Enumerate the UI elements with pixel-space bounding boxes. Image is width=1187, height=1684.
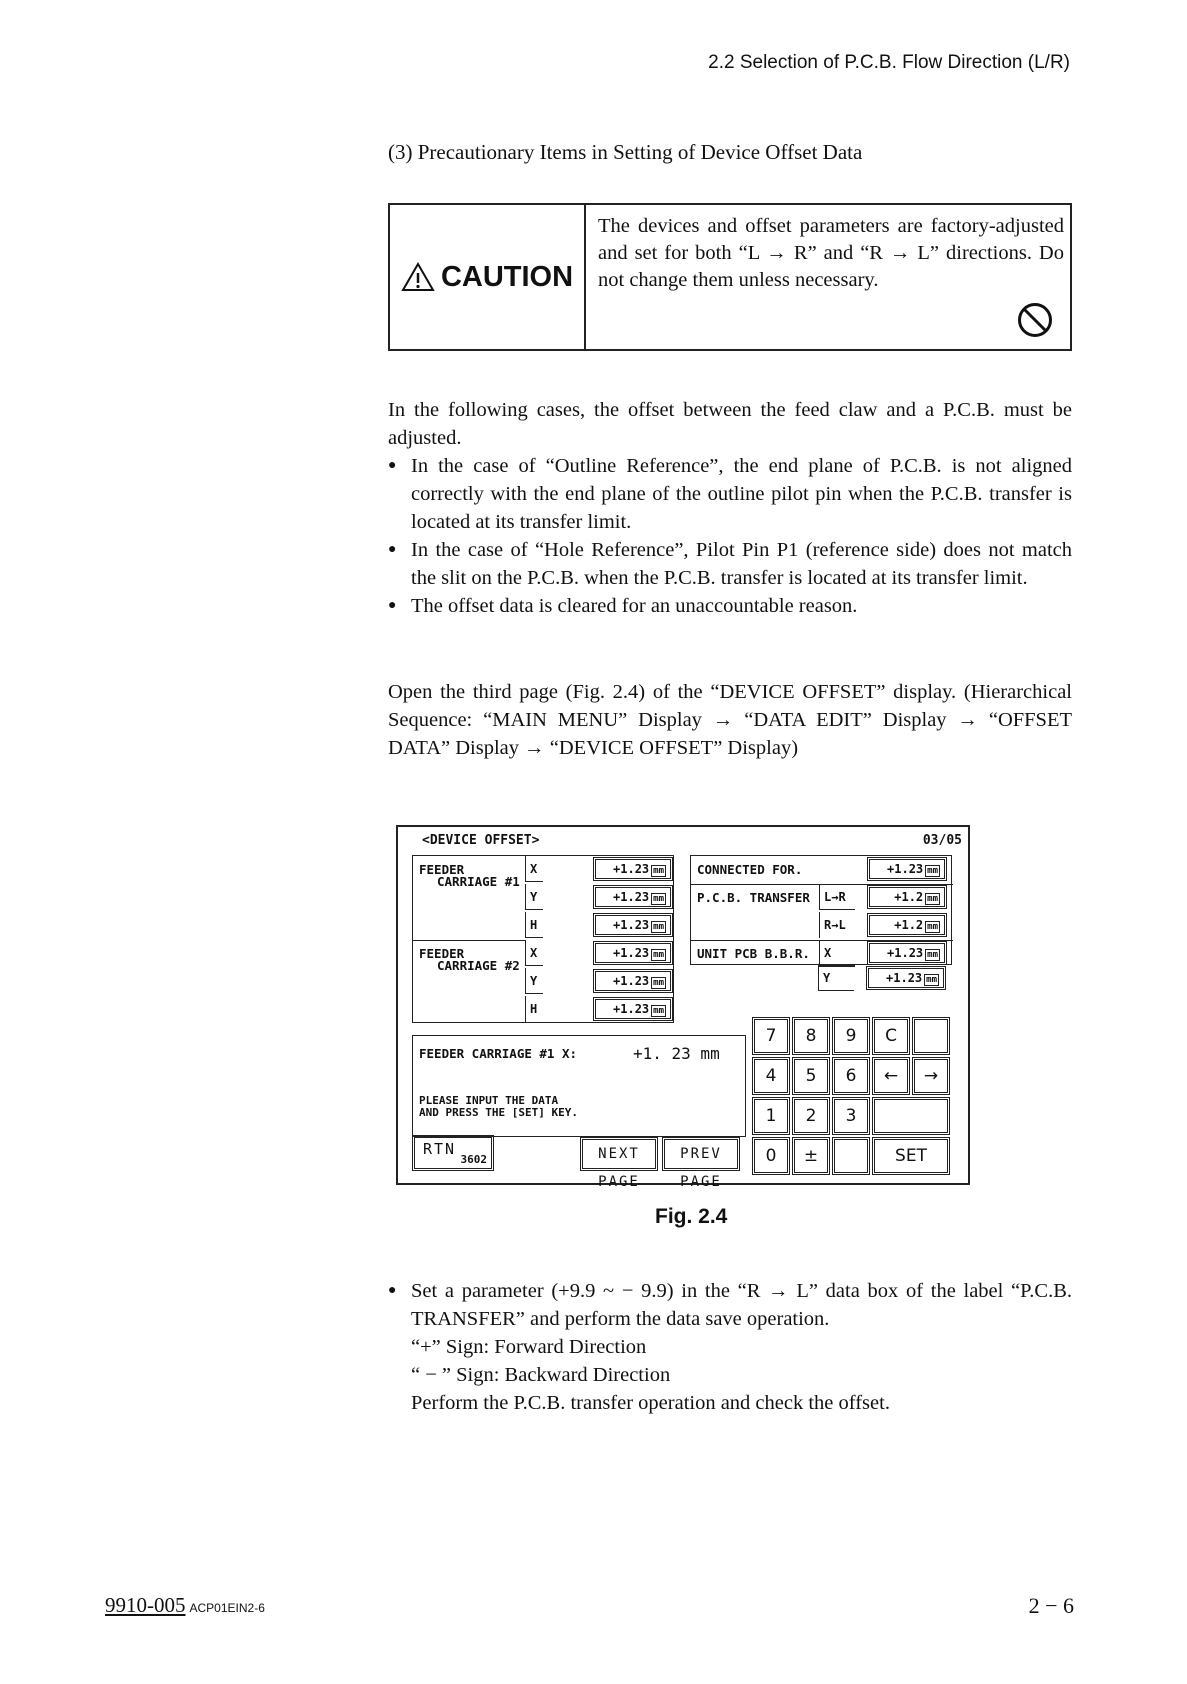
- unit-pcb-y-value[interactable]: +1.23 mm: [866, 966, 946, 990]
- axis-label-x: X: [819, 940, 855, 966]
- caution-text: The devices and offset parameters are factory-adjusted and set for both “L → R” and “R → L” directions. Do not change them unless necessary.: [598, 215, 1064, 291]
- key-7[interactable]: 7: [752, 1017, 790, 1055]
- caution-box: [388, 203, 1072, 351]
- prohibition-icon: [1016, 301, 1054, 339]
- device-offset-screen: [396, 825, 970, 1190]
- feeder1-y-value[interactable]: +1.23 mm: [593, 885, 673, 909]
- list-item: ● The offset data is cleared for an unaccountable reason.: [388, 592, 1072, 620]
- list-item: ● Set a parameter (+9.9 ~ − 9.9) in the “R → L” data box of the label “P.C.B. TRANSFER” and perform the data save operation.: [388, 1277, 1072, 1333]
- key-0[interactable]: 0: [752, 1137, 790, 1175]
- screen-page-number: 03/05: [922, 833, 962, 848]
- pcb-transfer-label: P.C.B. TRANSFER: [697, 890, 810, 905]
- direction-label-r-to-l: R→L: [819, 912, 855, 938]
- input-label: FEEDER CARRIAGE #1 X:: [419, 1046, 578, 1061]
- caution-label: CAUTION: [440, 260, 574, 293]
- cases-block: [388, 396, 1072, 620]
- list-item: ● In the case of “Outline Reference”, the end plane of P.C.B. is not aligned correctly with the end plane of the outline pilot pin when the P.C.B. transfer is located at its transfer limit.: [388, 452, 1072, 536]
- intro-paragraph: In the following cases, the offset between the feed claw and a P.C.B. must be adjusted.: [388, 399, 1072, 449]
- unit-pcb-x-value[interactable]: +1.23 mm: [867, 941, 947, 965]
- set-key[interactable]: SET: [872, 1137, 950, 1175]
- feeder2-x-value[interactable]: +1.23 mm: [593, 941, 673, 965]
- sign-backward: “ − ” Sign: Backward Direction: [411, 1364, 671, 1386]
- axis-label-h: H: [525, 912, 543, 938]
- input-value: +1. 23 mm: [633, 1044, 720, 1063]
- sign-forward: “+” Sign: Forward Direction: [411, 1336, 647, 1358]
- key-plus-minus[interactable]: ±: [792, 1137, 830, 1175]
- figure-caption: Fig. 2.4: [655, 1205, 728, 1228]
- axis-label-x: X: [525, 940, 543, 966]
- after-steps: [388, 1277, 1072, 1417]
- key-5[interactable]: 5: [792, 1057, 830, 1095]
- key-clear[interactable]: C: [872, 1017, 910, 1055]
- unit-pcb-label: UNIT PCB B.B.R.: [697, 946, 810, 961]
- axis-label-y: Y: [525, 968, 543, 994]
- feeder1-h-value[interactable]: +1.23 mm: [593, 913, 673, 937]
- feeder1-label-line1: FEEDER: [419, 862, 465, 877]
- key-8[interactable]: 8: [792, 1017, 830, 1055]
- message-line2: AND PRESS THE [SET] KEY.: [419, 1106, 578, 1119]
- caution-label-cell: [390, 205, 586, 349]
- caution-text-cell: [586, 205, 1070, 349]
- open-instruction: Open the third page (Fig. 2.4) of the “DEVICE OFFSET” display. (Hierarchical Sequence: “MAIN MENU” Display → “DATA EDIT” Display → “OFFSET DATA” Display → “DEVICE OFFSET” Display): [388, 681, 1072, 759]
- prev-page-button[interactable]: PREV PAGE: [662, 1137, 740, 1171]
- doc-code: ACP01EIN2-6: [189, 1601, 265, 1615]
- steps-list: [388, 1277, 1072, 1333]
- feeder2-label-line1: FEEDER: [419, 946, 465, 961]
- divider: [413, 940, 525, 941]
- axis-label-y: Y: [818, 965, 854, 991]
- document-number: [105, 1593, 265, 1618]
- connected-for-label: CONNECTED FOR.: [697, 862, 803, 877]
- feeder2-y-value[interactable]: +1.23 mm: [593, 969, 673, 993]
- key-1[interactable]: 1: [752, 1097, 790, 1135]
- warning-triangle-icon: [401, 262, 435, 292]
- connected-for-value[interactable]: +1.23 mm: [867, 857, 947, 881]
- next-page-button[interactable]: NEXT PAGE: [580, 1137, 658, 1171]
- rtn-button[interactable]: RTN 3602: [412, 1135, 494, 1171]
- key-4[interactable]: 4: [752, 1057, 790, 1095]
- pcb-offset-group: [690, 855, 952, 965]
- axis-label-x: X: [525, 856, 543, 882]
- r-to-l-value[interactable]: +1.2 mm: [867, 913, 947, 937]
- direction-label-l-to-r: L→R: [819, 884, 855, 910]
- page-number: 2 − 6: [1028, 1593, 1074, 1618]
- feeder1-label-line2: CARRIAGE #1: [437, 874, 520, 889]
- key-blank: [872, 1097, 950, 1135]
- arrow-left-key[interactable]: ←: [872, 1057, 910, 1095]
- section-title: (3) Precautionary Items in Setting of Device Offset Data: [388, 140, 863, 164]
- screen-title: <DEVICE OFFSET>: [422, 833, 540, 848]
- key-blank: [832, 1137, 870, 1175]
- key-6[interactable]: 6: [832, 1057, 870, 1095]
- feeder1-x-value[interactable]: +1.23 mm: [593, 857, 673, 881]
- arrow-right-key[interactable]: →: [912, 1057, 950, 1095]
- cases-list: [388, 452, 1072, 620]
- feeder2-label-line2: CARRIAGE #2: [437, 958, 520, 973]
- l-to-r-value[interactable]: +1.2 mm: [867, 885, 947, 909]
- message-line1: PLEASE INPUT THE DATA: [419, 1094, 559, 1107]
- section-header: 2.2 Selection of P.C.B. Flow Direction (L/R): [708, 52, 1070, 73]
- doc-number: 9910-005: [105, 1593, 186, 1617]
- data-input-box: [412, 1035, 746, 1137]
- feeder-carriage-group: [412, 855, 674, 1023]
- check-instruction: Perform the P.C.B. transfer operation and check the offset.: [411, 1392, 890, 1414]
- list-item: ● In the case of “Hole Reference”, Pilot Pin P1 (reference side) does not match the slit on the P.C.B. when the P.C.B. transfer is located at its transfer limit.: [388, 536, 1072, 592]
- key-3[interactable]: 3: [832, 1097, 870, 1135]
- feeder2-h-value[interactable]: +1.23 mm: [593, 997, 673, 1021]
- axis-label-y: Y: [525, 884, 543, 910]
- key-2[interactable]: 2: [792, 1097, 830, 1135]
- axis-label-h: H: [525, 996, 543, 1022]
- key-9[interactable]: 9: [832, 1017, 870, 1055]
- key-blank: [912, 1017, 950, 1055]
